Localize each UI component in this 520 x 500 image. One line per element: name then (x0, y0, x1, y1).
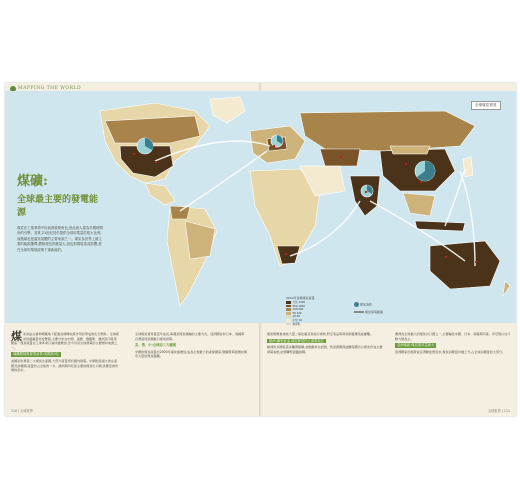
canada (105, 116, 200, 143)
legend-bin-label: 100-500 (292, 308, 304, 312)
column-2-heading: 美、俄、中:全球前三大礦國 (135, 343, 176, 348)
article-intro: 煤炭在工業革命中扮演著重要角色,因此被人視為早期時間所的引擎。其實,21世紀初仍提供全球用電量的很大比例,而燃煤也是溫室氣體的主要來源之一。煤炭為世界上最主要的能源選擇,價格便宜供應量大,但也對環境造成影響,需在全球的環境政策下重新檢討。 (17, 225, 103, 252)
route-legend-icon (354, 311, 364, 313)
legend-bin (286, 319, 436, 322)
legend-bin-label: 500-1000 (292, 304, 305, 308)
column-2-text2: 中國的煤炭產量自2000年後快速增加,成為全球最大的產煤國家,俄羅斯與美國亦擁有大量的煤炭蘊藏。 (135, 349, 247, 359)
legend-swatch (286, 316, 291, 319)
legend-swatch (286, 319, 291, 322)
column-1-text: 炭是由古植物埋藏地下經過長時間地質作用而形成的化石燃料。全球煤炭的蘊藏量非常豐富,主要分布在中國、美國、俄羅斯、澳洲及印度等國家。煤炭產量自工業革命以來持續增加,至今仍是全球發電的主要燃料來源之一。 (11, 332, 119, 350)
text-column-3 (267, 332, 383, 354)
text-column-2 (135, 332, 247, 359)
page-number-left: 110 | 全球世界 (11, 409, 33, 413)
text-column-1 (11, 332, 119, 373)
column-2-text: 全球煤炭貿易量逐年成長,海運是煤炭運輸的主要方式。亞洲國家如日本、南韓與台灣高度依賴進口煤炭發電。 (135, 332, 245, 341)
column-1-heading: 煤礦開採與發電產業:美國第3位 (13, 352, 60, 357)
legend-bin-label: 大於 1000 (292, 301, 306, 304)
column-3-heading: 歐洲:礦業衰退,煤炭發電仍占重要地位 (269, 338, 324, 343)
map-legend (286, 296, 436, 328)
legend-swatch (286, 323, 291, 326)
text-column-4 (395, 332, 511, 354)
article-title: 煤礦: (17, 174, 48, 189)
legend-bin (286, 323, 436, 326)
article-subtitle: 全球最主要的發電能源 (17, 194, 99, 218)
pie-legend-label: 煤炭消耗 (359, 302, 372, 307)
legend-swatch (286, 301, 291, 304)
route-legend-label: 煤炭貿易路線 (364, 310, 383, 314)
column-3-text: 煤炭燃燒會排放大量二氧化碳及其他污染物,對空氣品質與氣候變遷造成衝擊。 (267, 332, 374, 336)
column-4-text: 澳洲為全球最大的煤炭出口國之一,主要輸往中國、日本、南韓與印度。印尼則以出口動力煤為主。 (395, 332, 511, 341)
legend-bin-label: 小於 10 (292, 318, 302, 322)
mongolia (390, 146, 430, 154)
legend-swatch (286, 305, 291, 308)
article-title-block (17, 175, 103, 253)
column-3-text2: 歐洲許多國家逐步關閉煤礦,並推動再生能源。然而德國與波蘭等國仍以煤炭作為主要發電來源,能源轉型面臨挑戰。 (267, 345, 383, 354)
russia (300, 111, 475, 151)
magazine-spread (5, 83, 516, 416)
legend-bin (286, 315, 436, 318)
legend-title: 2010年各國煤炭產量 (286, 296, 315, 300)
legend-bin-label: 10-50 (292, 315, 301, 319)
colombia (170, 206, 190, 219)
japan (463, 157, 473, 177)
indonesia (415, 221, 465, 231)
column-1-text2: 美國是世界第二大煤炭生產國,大部分產量用於國內發電。中國則是最大的生產國及消費國,產量約占全球的一半。澳洲與印尼是主要的煤炭出口國,供應亞洲市場的需求。 (11, 358, 119, 373)
pie-legend-icon (354, 302, 359, 307)
series-title-en: MAPPING THE WORLD (18, 86, 82, 91)
legend-swatch (286, 312, 291, 315)
map-label: 全球煤炭貿易 (471, 101, 501, 110)
legend-swatch (286, 308, 291, 311)
legend-bin-label: 50-100 (292, 311, 302, 315)
page-number-right: 全球世界 | 111 (488, 409, 510, 413)
column-4-text2: 亞洲國家的經濟成長帶動能源需求,煤炭消費量持續上升,占全球消費量的大部分。 (395, 349, 506, 354)
drop-cap: 煤 (11, 330, 22, 343)
column-4-heading: 亞洲地區:煤炭需求量最大 (397, 343, 435, 348)
legend-bin-label: 無資料 (292, 322, 301, 326)
